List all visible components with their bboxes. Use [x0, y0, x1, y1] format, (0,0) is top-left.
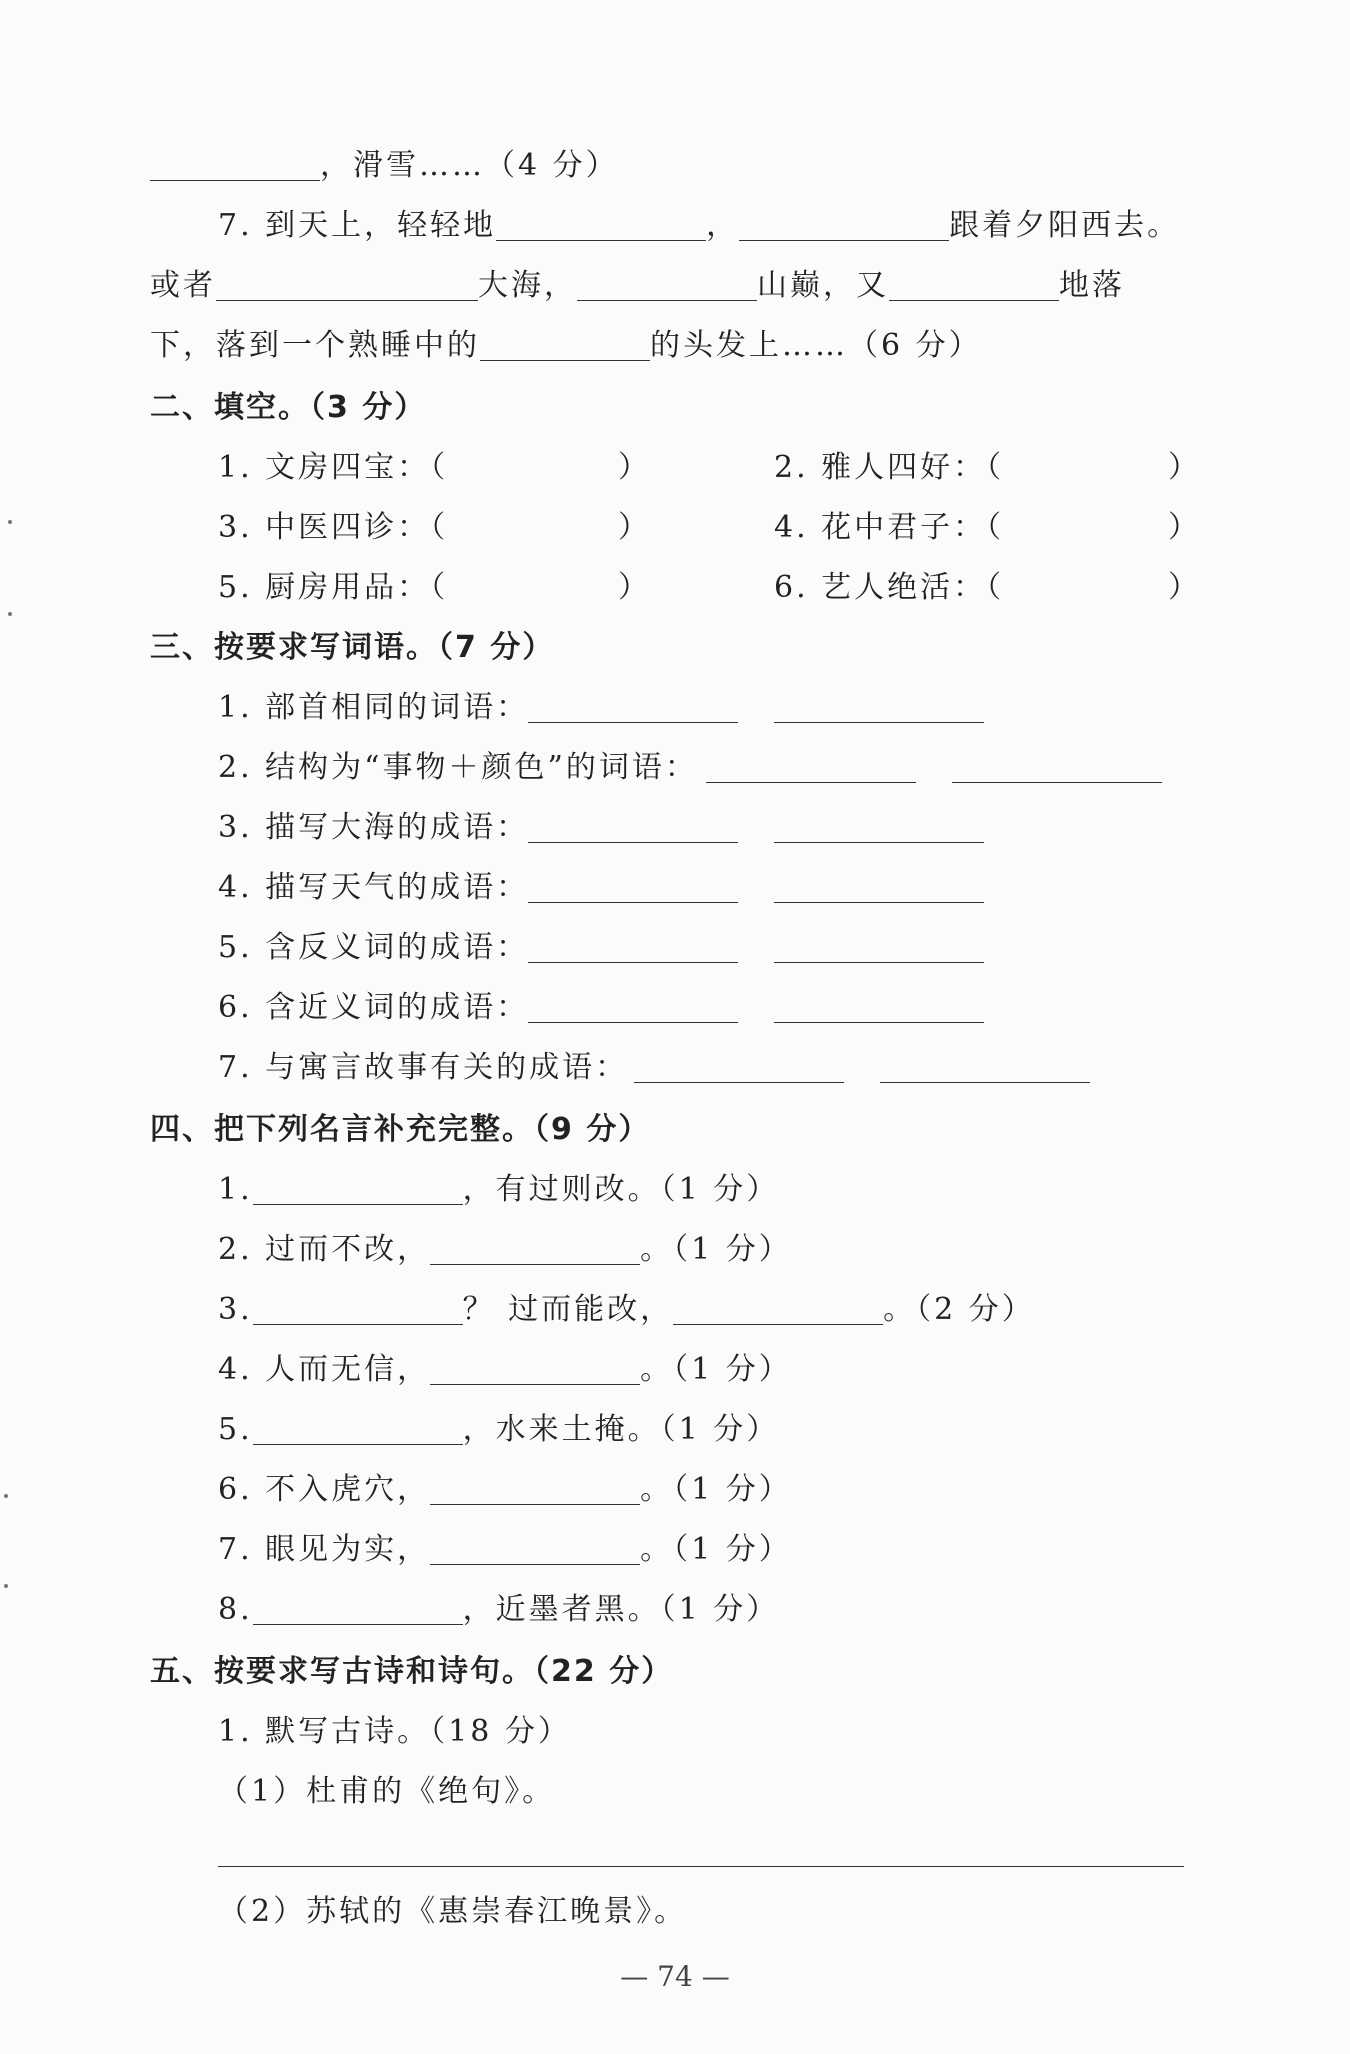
- scan-speck: [8, 520, 12, 524]
- text: 2. 结构为“事物＋颜色”的词语：: [218, 750, 698, 785]
- text: 山巅，又: [757, 268, 889, 303]
- scan-speck: [4, 1584, 8, 1588]
- text: 4. 人而无信，: [218, 1352, 431, 1387]
- text: ，近墨者黑。（1 分）: [462, 1592, 780, 1627]
- scan-speck: [4, 1494, 8, 1498]
- text: 。（1 分）: [640, 1352, 792, 1387]
- text: 。（1 分）: [640, 1472, 792, 1507]
- text: ？ 过而能改，: [462, 1292, 674, 1327]
- text: 2. 过而不改，: [218, 1232, 431, 1267]
- text: ，: [706, 208, 740, 243]
- s2-item-2: [774, 444, 1004, 492]
- q1-item-7-line3: [150, 322, 982, 370]
- s3-item-6: [218, 984, 529, 1032]
- answer-blank[interactable]: [480, 330, 650, 361]
- text: 下，落到一个熟睡中的: [150, 328, 480, 363]
- text: 6. 含近义词的成语：: [218, 990, 530, 1025]
- text: 1. 文房四宝：（: [218, 450, 449, 485]
- s2-item-1: [218, 444, 448, 492]
- scan-speck: [8, 612, 12, 616]
- answer-blank[interactable]: [952, 752, 1162, 783]
- s4-item-8: [218, 1586, 779, 1634]
- text: 1. 部首相同的词语：: [218, 690, 530, 725]
- s5-sub-1: 1. 默写古诗。（18 分）: [218, 1714, 571, 1749]
- text: 1.: [218, 1172, 253, 1207]
- text: 7. 与寓言故事有关的成语：: [218, 1050, 629, 1085]
- text: 2. 雅人四好：（: [774, 450, 1005, 485]
- s2-close-3: ）: [618, 510, 651, 545]
- answer-blank[interactable]: [673, 1294, 883, 1325]
- text: 3. 描写大海的成语：: [218, 810, 530, 845]
- text: 3. 中医四诊：（: [218, 510, 449, 545]
- s4-item-3: [218, 1286, 1035, 1334]
- s2-item-3: [218, 504, 448, 552]
- q1-line-skiing: [150, 142, 619, 190]
- text: 5.: [218, 1412, 253, 1447]
- s5-poem-1: （1）杜甫的《绝句》。: [218, 1774, 556, 1809]
- s3-item-3: [218, 804, 529, 852]
- answer-blank[interactable]: [496, 210, 706, 241]
- section-3-title: 三、按要求写词语。（7 分）: [150, 630, 555, 665]
- answer-blank[interactable]: [774, 692, 984, 723]
- text: 跟着夕阳西去。: [949, 208, 1181, 243]
- s2-close-2: ）: [1168, 450, 1201, 485]
- answer-blank[interactable]: [880, 1052, 1090, 1083]
- s3-item-5: [218, 924, 529, 972]
- s3-item-7: [218, 1044, 628, 1092]
- q1-item-7-line1: [218, 202, 1180, 250]
- answer-blank[interactable]: [430, 1234, 640, 1265]
- s4-item-5: [218, 1406, 779, 1454]
- s2-item-4: [774, 504, 1004, 552]
- text: 7. 眼见为实，: [218, 1532, 431, 1567]
- s2-item-6: [774, 564, 1004, 612]
- text: 4. 描写天气的成语：: [218, 870, 530, 905]
- answer-blank[interactable]: [889, 270, 1059, 301]
- s2-item-5: [218, 564, 448, 612]
- section-5-title: 五、按要求写古诗和诗句。（22 分）: [150, 1654, 674, 1689]
- page-number: — 74 —: [620, 1960, 730, 1993]
- s3-item-4: [218, 864, 529, 912]
- s3-item-2: [218, 744, 698, 792]
- section-2-title: 二、填空。（3 分）: [150, 390, 427, 425]
- text: 3.: [218, 1292, 253, 1327]
- text: ，水来土掩。（1 分）: [462, 1412, 780, 1447]
- answer-blank[interactable]: [430, 1354, 640, 1385]
- text: 5. 含反义词的成语：: [218, 930, 530, 965]
- answer-blank[interactable]: [253, 1594, 463, 1625]
- s4-item-7: [218, 1526, 792, 1574]
- text: 7. 到天上，轻轻地: [218, 208, 497, 243]
- answer-blank[interactable]: [739, 210, 949, 241]
- s3-blanks-7: [634, 1044, 1090, 1092]
- answer-blank[interactable]: [774, 992, 984, 1023]
- answer-blank[interactable]: [774, 872, 984, 903]
- section-4-title: 四、把下列名言补充完整。（9 分）: [150, 1112, 651, 1147]
- answer-blank[interactable]: [528, 992, 738, 1023]
- s2-close-4: ）: [1168, 510, 1201, 545]
- answer-blank[interactable]: [253, 1294, 463, 1325]
- s3-blanks-4: [528, 864, 984, 912]
- text: 8.: [218, 1592, 253, 1627]
- answer-blank[interactable]: [528, 872, 738, 903]
- answer-blank[interactable]: [528, 932, 738, 963]
- text: 4. 花中君子：（: [774, 510, 1005, 545]
- s3-blanks-6: [528, 984, 984, 1032]
- s2-close-6: ）: [1168, 570, 1201, 605]
- s2-close-5: ）: [618, 570, 651, 605]
- s3-item-1: [218, 684, 529, 732]
- text: 。（1 分）: [640, 1232, 792, 1267]
- answer-blank[interactable]: [528, 692, 738, 723]
- s3-blanks-5: [528, 924, 984, 972]
- answer-blank[interactable]: [253, 1414, 463, 1445]
- answer-blank[interactable]: [577, 270, 757, 301]
- s3-blanks-2: [706, 744, 1162, 792]
- answer-blank[interactable]: [150, 150, 320, 181]
- answer-blank[interactable]: [774, 932, 984, 963]
- s4-item-1: [218, 1166, 779, 1214]
- s4-item-2: [218, 1226, 792, 1274]
- text: 6. 艺人绝活：（: [774, 570, 1005, 605]
- q1-skiing-text: ，滑雪……（4 分）: [320, 148, 619, 183]
- s4-item-6: [218, 1466, 792, 1514]
- s2-close-1: ）: [618, 450, 651, 485]
- text: 。（1 分）: [640, 1532, 792, 1567]
- text: 或者: [150, 268, 216, 303]
- poem-answer-line[interactable]: [218, 1866, 1184, 1867]
- text: 地落: [1059, 268, 1125, 303]
- answer-blank[interactable]: [774, 812, 984, 843]
- answer-blank[interactable]: [706, 752, 916, 783]
- text: 5. 厨房用品：（: [218, 570, 449, 605]
- s4-item-4: [218, 1346, 792, 1394]
- s3-blanks-1: [528, 684, 984, 732]
- text: 6. 不入虎穴，: [218, 1472, 431, 1507]
- s3-blanks-3: [528, 804, 984, 852]
- s5-poem-2: （2）苏轼的《惠崇春江晚景》。: [218, 1894, 688, 1929]
- answer-blank[interactable]: [430, 1474, 640, 1505]
- answer-blank[interactable]: [634, 1052, 844, 1083]
- text: 大海，: [478, 268, 577, 303]
- text: 的头发上……（6 分）: [650, 328, 982, 363]
- answer-blank[interactable]: [528, 812, 738, 843]
- text: ，有过则改。（1 分）: [462, 1172, 780, 1207]
- q1-item-7-line2: [150, 262, 1125, 310]
- answer-blank[interactable]: [430, 1534, 640, 1565]
- answer-blank[interactable]: [253, 1174, 463, 1205]
- text: 。（2 分）: [883, 1292, 1035, 1327]
- answer-blank[interactable]: [216, 270, 478, 301]
